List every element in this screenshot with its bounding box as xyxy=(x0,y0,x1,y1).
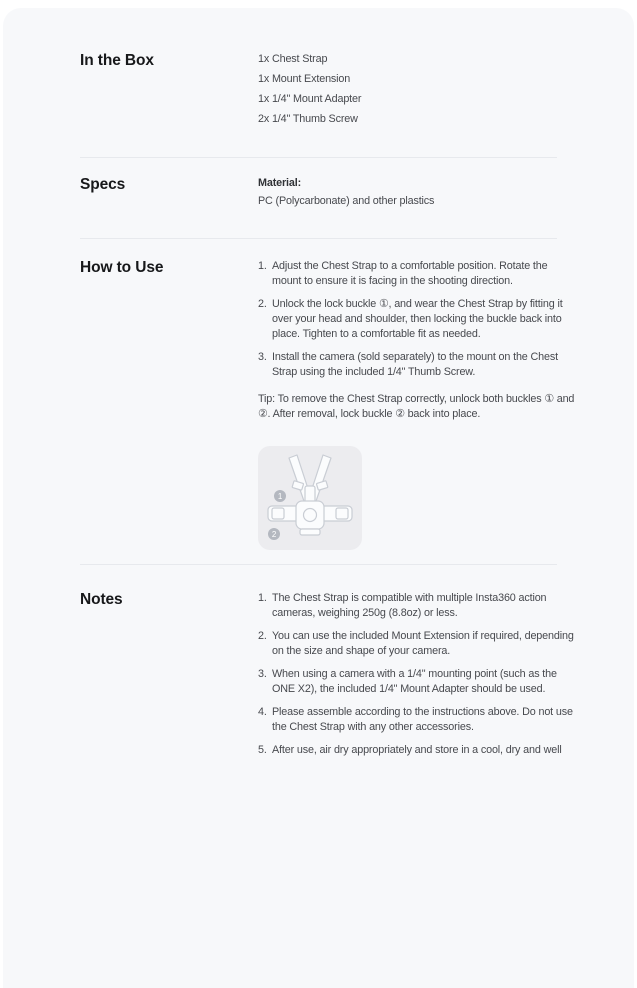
step-text: Adjust the Chest Strap to a comfortable position. Rotate the mount to ensure it is facing in the shooting direction. xyxy=(272,260,548,287)
section-in-the-box xyxy=(3,8,634,157)
section-how-to-use xyxy=(3,239,634,564)
how-to-use-step xyxy=(258,350,578,380)
note-text: When using a camera with a 1/4" mounting point (such as the ONE X2), the included 1/4" Mount Adapter should be used. xyxy=(272,668,557,695)
in-the-box-list xyxy=(258,52,578,127)
specs-content xyxy=(258,176,578,209)
note-item xyxy=(258,591,578,621)
step-number: 2. xyxy=(258,298,267,310)
box-item: 1x Mount Extension xyxy=(258,73,351,85)
product-details-card xyxy=(3,8,634,988)
notes-title: Notes xyxy=(80,591,123,608)
step-text: Unlock the lock buckle ①, and wear the Chest Strap by fitting it over your head and shoulder, then locking the buckle back into place. Tighten to a comfortable fit as needed. xyxy=(272,298,563,340)
material-label: Material: xyxy=(258,177,302,189)
specs-title-column xyxy=(80,176,258,209)
chest-strap-illustration xyxy=(258,446,362,550)
note-text: After use, air dry appropriately and store in a cool, dry and well xyxy=(272,744,562,756)
note-item xyxy=(258,629,578,659)
note-text: You can use the included Mount Extension if required, depending on the size and shape of your camera. xyxy=(272,630,574,657)
how-to-use-steps xyxy=(258,259,578,380)
notes-title-column xyxy=(80,591,258,758)
how-to-use-title: How to Use xyxy=(80,259,164,276)
removal-tip: Tip: To remove the Chest Strap correctly, unlock both buckles ① and ②. After removal, lock buckle ② back into place. xyxy=(258,393,575,420)
note-text: Please assemble according to the instructions above. Do not use the Chest Strap with any other accessories. xyxy=(272,706,573,733)
in-the-box-content xyxy=(258,52,578,127)
left-band-buckle xyxy=(272,508,284,519)
note-item xyxy=(258,743,578,758)
box-item: 2x 1/4" Thumb Screw xyxy=(258,113,358,125)
step-number: 3. xyxy=(258,351,267,363)
note-number: 3. xyxy=(258,668,267,680)
buckle-marker-2-label: 2 xyxy=(271,530,277,539)
in-the-box-title: In the Box xyxy=(80,52,154,69)
step-text: Install the camera (sold separately) to the mount on the Chest Strap using the included 1/4" Thumb Screw. xyxy=(272,351,558,378)
mount-base xyxy=(300,529,320,535)
section-specs xyxy=(3,158,634,238)
notes-content xyxy=(258,591,578,758)
buckle-marker-1-label: 1 xyxy=(277,492,283,501)
box-item: 1x 1/4" Mount Adapter xyxy=(258,93,362,105)
how-to-use-step xyxy=(258,259,578,289)
step-number: 1. xyxy=(258,260,267,272)
right-band-buckle xyxy=(336,508,348,519)
specs-title: Specs xyxy=(80,176,126,193)
note-text: The Chest Strap is compatible with multiple Insta360 action cameras, weighing 250g (8.8oz) or less. xyxy=(272,592,547,619)
note-number: 4. xyxy=(258,706,267,718)
how-to-use-content xyxy=(258,259,578,550)
note-number: 1. xyxy=(258,592,267,604)
chest-strap-line-drawing-svg xyxy=(258,446,362,550)
in-the-box-title-column xyxy=(80,52,258,127)
mount-screw xyxy=(304,509,317,522)
how-to-use-title-column xyxy=(80,259,258,550)
note-item xyxy=(258,667,578,697)
note-number: 5. xyxy=(258,744,267,756)
note-number: 2. xyxy=(258,630,267,642)
box-item: 1x Chest Strap xyxy=(258,53,328,65)
section-notes xyxy=(3,565,634,778)
notes-list xyxy=(258,591,578,758)
how-to-use-step xyxy=(258,297,578,342)
material-value: PC (Polycarbonate) and other plastics xyxy=(258,195,435,207)
note-item xyxy=(258,705,578,735)
